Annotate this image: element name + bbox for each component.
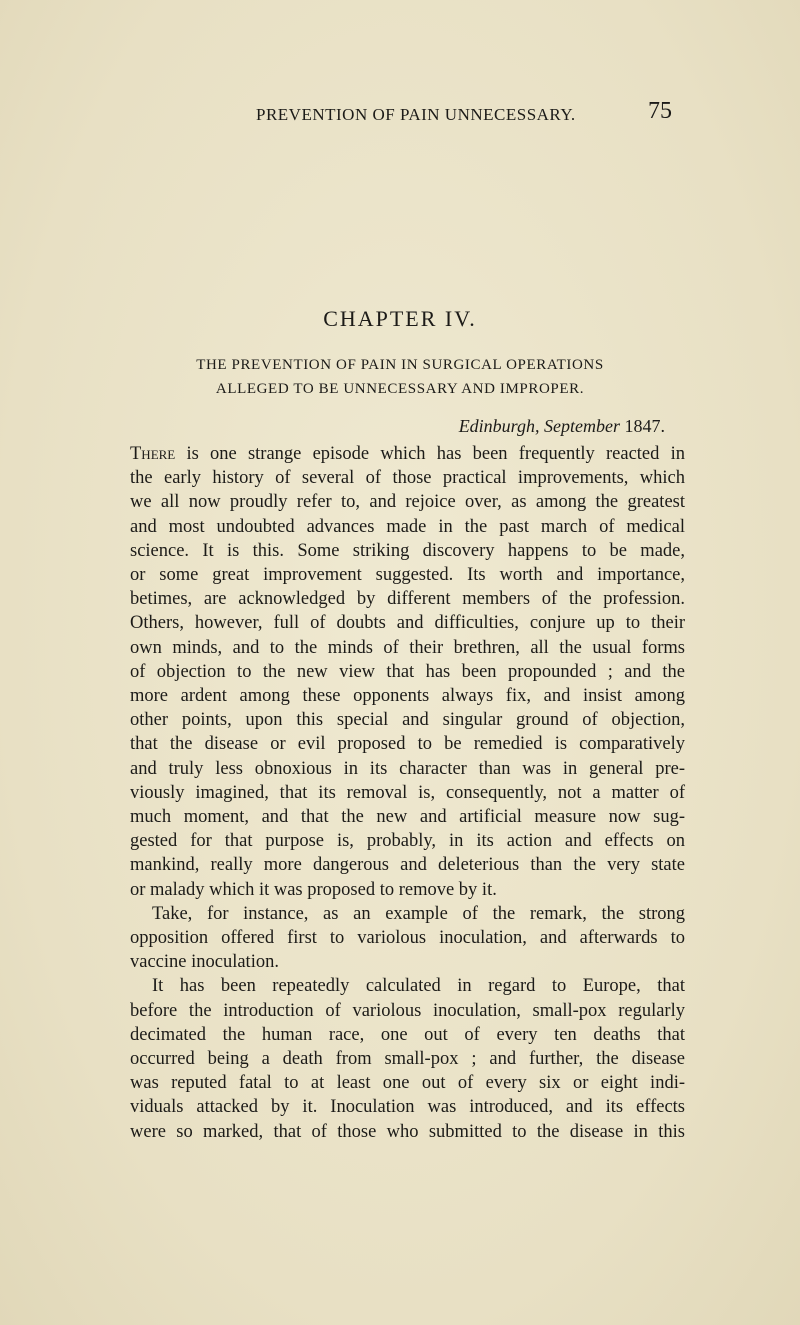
text-line: the early history of several of those practical improvements, which — [130, 468, 685, 489]
text-line: betimes, are acknowledged by different members of the profession. — [130, 589, 685, 610]
dateline — [459, 416, 665, 437]
text-line: we all now proudly refer to, and rejoice over, as among the greatest — [130, 492, 685, 513]
text-line: before the introduction of variolous inoculation, small-pox regularly — [130, 1000, 685, 1021]
text-line: or some great improvement suggested. Its worth and importance, — [130, 565, 685, 586]
text-line: were so marked, that of those who submitted to the disease in this — [130, 1121, 685, 1142]
text-line: opposition offered first to variolous inoculation, and afterwards to — [130, 928, 685, 949]
text-line: vaccine inoculation. — [130, 952, 279, 973]
dateline-place-month: Edinburgh, September — [458, 416, 620, 436]
text-line: of objection to the new view that has been propounded ; and the — [130, 661, 685, 682]
dateline-year: 1847. — [624, 416, 665, 436]
text-line: was reputed fatal to at least one out of every six or eight indi- — [130, 1073, 685, 1094]
text-line: mankind, really more dangerous and deleterious than the very state — [130, 855, 685, 876]
text-line: more ardent among these opponents always fix, and insist among — [130, 686, 685, 707]
first-word: There — [130, 444, 176, 464]
text-line: own minds, and to the minds of their brethren, all the usual forms — [130, 637, 685, 658]
body-text — [130, 442, 685, 1144]
text-line: and truly less obnoxious in its character than was in general pre- — [130, 758, 685, 779]
text-line: other points, upon this special and singular ground of objection, — [130, 710, 685, 731]
text-line: or malady which it was proposed to remove by it. — [130, 879, 497, 900]
text-line: decimated the human race, one out of every ten deaths that — [130, 1024, 685, 1045]
running-head: PREVENTION OF PAIN UNNECESSARY. — [256, 105, 576, 124]
chapter-subtitle-line-2: ALLEGED TO BE UNNECESSARY AND IMPROPER. — [215, 381, 585, 397]
chapter-subtitle-line-1: THE PREVENTION OF PAIN IN SURGICAL OPERATIONS — [196, 357, 604, 373]
text-line: There is one strange episode which has been frequently reacted in — [130, 444, 685, 464]
text-line: Take, for instance, as an example of the remark, the strong — [152, 903, 685, 924]
text-line: It has been repeatedly calculated in regard to Europe, that — [152, 976, 685, 997]
page-number: 75 — [648, 98, 672, 124]
text-line: Others, however, full of doubts and difficulties, conjure up to their — [130, 613, 685, 634]
text-line: viously imagined, that its removal is, consequently, not a matter of — [130, 782, 685, 803]
text-line: much moment, and that the new and artificial measure now sug- — [130, 807, 685, 828]
chapter-heading: CHAPTER IV. — [323, 306, 477, 331]
text-line: science. It is this. Some striking discovery happens to be made, — [130, 540, 685, 561]
text-line: gested for that purpose is, probably, in its action and effects on — [130, 831, 685, 852]
text-line: viduals attacked by it. Inoculation was introduced, and its effects — [130, 1097, 685, 1118]
text-line: and most undoubted advances made in the past march of medical — [130, 516, 685, 537]
text-line: occurred being a death from small-pox ; and further, the disease — [130, 1049, 685, 1070]
text-line: that the disease or evil proposed to be remedied is comparatively — [130, 734, 685, 755]
